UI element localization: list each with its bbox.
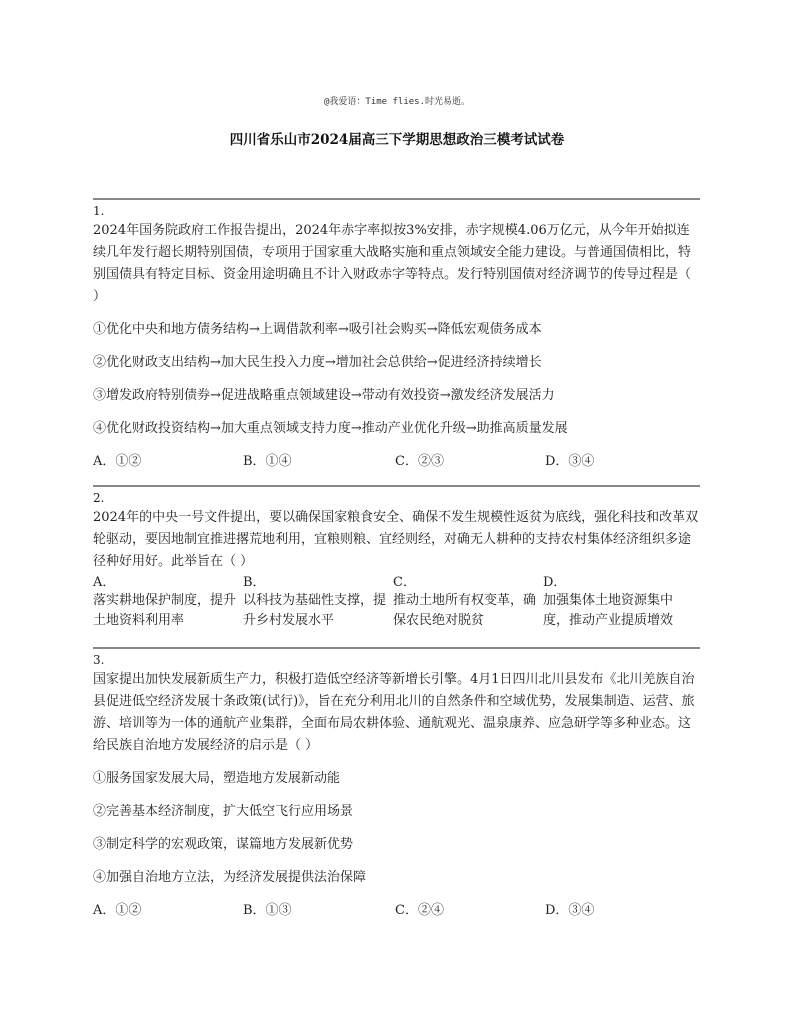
option-text: 推动土地所有权变革，确保农民绝对脱贫	[393, 593, 537, 628]
statement-1: ①优化中央和地方债务结构→上调借款利率→吸引社会购买→降低宏观债务成本	[93, 322, 542, 337]
option-text: 加强集体土地资源集中度，推动产业提质增效	[543, 593, 674, 628]
option-c[interactable]: C．②④	[395, 903, 444, 918]
question-1	[93, 204, 700, 473]
option-a[interactable]	[93, 575, 243, 631]
divider	[93, 647, 700, 649]
option-b[interactable]: B．①③	[243, 903, 292, 918]
question-number: 2.	[93, 491, 105, 505]
statement-1: ①服务国家发展大局，塑造地方发展新动能	[93, 771, 341, 786]
option-text: 落实耕地保护制度，提升土地资料利用率	[93, 593, 237, 628]
option-d[interactable]: D．③④	[545, 454, 595, 469]
page-title: 四川省乐山市2024届高三下学期思想政治三模考试试卷	[229, 132, 565, 148]
statement-4: ④优化财政投资结构→加大重点领域支持力度→推动产业优化升级→助推高质量发展	[93, 421, 568, 436]
divider	[93, 198, 700, 200]
option-text: 以科技为基础性支撑，提升乡村发展水平	[243, 593, 387, 628]
divider	[93, 485, 700, 487]
option-label: A．	[93, 575, 116, 590]
option-c[interactable]: C．②③	[395, 454, 444, 469]
statement-2: ②优化财政支出结构→加大民生投入力度→增加社会总供给→促进经济持续增长	[93, 355, 542, 370]
option-d[interactable]	[543, 575, 693, 631]
option-b[interactable]: B．①④	[243, 454, 292, 469]
option-a[interactable]: A．①②	[93, 454, 142, 469]
answer-options	[93, 900, 700, 922]
option-b[interactable]	[243, 575, 393, 631]
question-number: 3.	[93, 653, 105, 667]
option-a[interactable]: A．①②	[93, 903, 142, 918]
answer-options	[93, 575, 700, 631]
option-c[interactable]	[393, 575, 543, 631]
statement-4: ④加强自治地方立法，为经济发展提供法治保障	[93, 870, 367, 885]
option-label: C．	[393, 575, 416, 590]
option-d[interactable]: D．③④	[545, 903, 595, 918]
statement-3: ③增发政府特别债券→促进战略重点领域建设→带动有效投资→激发经济发展活力	[93, 388, 555, 403]
question-stem: 国家提出加快发展新质生产力，积极打造低空经济等新增长引擎。4月1日四川北川县发布《北川羌族自治县促进低空经济发展十条政策(试行)》，旨在充分利用北川的自然条件和空域优势，发展集制造、运营、旅游、培训等为一体的通航产业集群，全面布局农耕体验、通航观光、温泉康养、应急研学等多种业态。这给民族自治地方发展经济的启示是（ ）	[93, 672, 695, 753]
question-3	[93, 653, 700, 922]
question-2	[93, 491, 700, 631]
question-stem: 2024年的中央一号文件提出，要以确保国家粮食安全、确保不发生规模性返贫为底线，强化科技和改革双轮驱动，要因地制宜推进撂荒地利用，宜粮则粮、宜经则经，对确无人耕种的支持农村集体经济组织多途径种好用好。此举旨在（ ）	[93, 510, 699, 569]
question-stem: 2024年国务院政府工作报告提出，2024年赤字率拟按3%安排，赤字规模4.06万亿元，从今年开始拟连续几年发行超长期特别国债，专项用于国家重大战略实施和重点领域安全能力建设。与普通国债相比，特别国债具有特定目标、资金用途明确且不计入财政赤字等特点。发行特别国债对经济调节的传导过程是（ ）	[93, 223, 692, 304]
option-label: D．	[543, 575, 567, 590]
header-note: @我爱语：Time flies.时光易逝。	[323, 97, 471, 107]
question-number: 1.	[93, 204, 105, 218]
answer-options	[93, 451, 700, 473]
option-label: B．	[243, 575, 266, 590]
statement-3: ③制定科学的宏观政策，谋篇地方发展新优势	[93, 837, 354, 852]
statement-2: ②完善基本经济制度，扩大低空飞行应用场景	[93, 804, 354, 819]
